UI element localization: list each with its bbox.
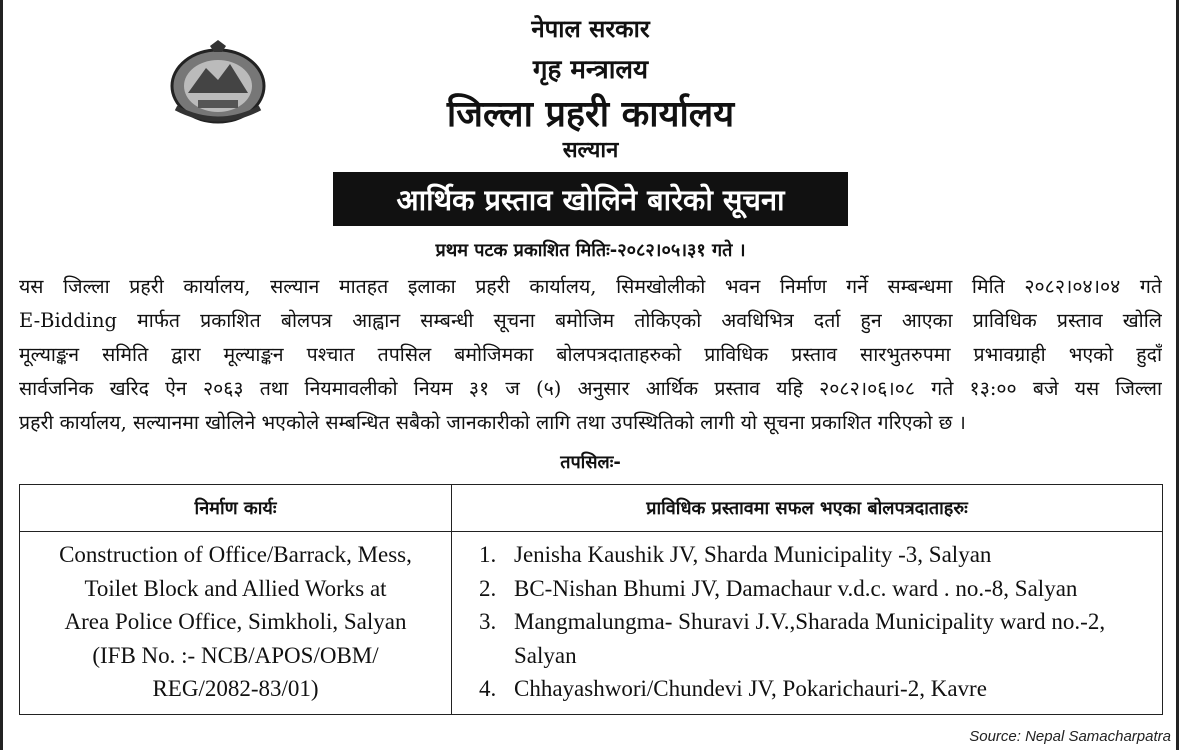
body-line: यस जिल्ला प्रहरी कार्यालय, सल्यान मातहत इलाका प्रहरी कार्यालय, सिमखोलीको भवन निर्माण गर्ने सम्बन्धमा मिति २०८२।०४।०४ गते (19, 275, 1162, 298)
bidders-table (19, 484, 1163, 715)
work-line: Area Police Office, Simkholi, Salyan (64, 609, 407, 634)
header-ministry: गृह मन्त्रालय (532, 55, 649, 85)
list-item: 4. Chhayashwori/Chundevi JV, Pokarichauri-2, Kavre (502, 672, 1162, 706)
body-line: मूल्याङ्कन समिति द्वारा मूल्याङ्कन पश्चात तपसिल बमोजिमका बोलपत्रदाताहरुको प्राविधिक प्रस्ताव सारभुतरुपमा प्रभावग्राही भएको हुदाँ (19, 343, 1162, 366)
header-office: जिल्ला प्रहरी कार्यालय (446, 94, 735, 135)
source-credit: Source: Nepal Samacharpatra (969, 728, 1171, 745)
list-item: 2. BC-Nishan Bhumi JV, Damachaur v.d.c. ward . no.-8, Salyan (502, 572, 1162, 606)
header-bidders: प्राविधिक प्रस्तावमा सफल भएका बोलपत्रदाताहरुः (452, 485, 1163, 532)
body-line: E-Bidding मार्फत प्रकाशित बोलपत्र आह्वान सम्बन्धी सूचना बमोजिम तोकिएको अवधिभित्र दर्ता हुन आएका प्राविधिक प्रस्ताव खोलि (19, 309, 1162, 332)
notice-body (19, 270, 1162, 440)
list-item: 3. Mangmalungma- Shuravi J.V.,Sharada Municipality ward no.-2, Salyan (502, 605, 1162, 672)
bidders-list (452, 538, 1162, 706)
body-line: प्रहरी कार्यालय, सल्यानमा खोलिने भएकोले सम्बन्धित सबैको जानकारीको लागि तथा उपस्थितिको लागी यो सूचना प्रकाशित गरिएको छ । (19, 411, 966, 434)
work-line: (IFB No. :- NCB/APOS/OBM/ (92, 642, 379, 668)
table-header-row (20, 485, 1163, 532)
published-date: प्रथम पटक प्रकाशित मितिः-२०८२।०५।३१ गते । (435, 240, 746, 261)
body-line: सार्वजनिक खरिद ऐन २०६३ तथा नियमावलीको नियम ३१ ज (५) अनुसार आर्थिक प्रस्ताव यहि २०८२।०६।०८ गते १३:०० बजे यस जिल्ला (19, 377, 1162, 400)
header-government: नेपाल सरकार (531, 15, 650, 43)
list-item: 1. Jenisha Kaushik JV, Sharda Municipality -3, Salyan (502, 538, 1162, 572)
work-description (20, 532, 452, 715)
bidders-list-cell (452, 532, 1163, 715)
table-row (20, 532, 1163, 715)
work-line: REG/2082-83/01) (152, 676, 319, 701)
notice-title (333, 172, 848, 226)
tapasil-label: तपसिलः- (560, 452, 621, 473)
header-district: सल्यान (562, 138, 619, 163)
work-line: Construction of Office/Barrack, Mess, (59, 542, 412, 567)
work-line: Toilet Block and Allied Works at (84, 575, 387, 601)
header-work: निर्माण कार्यः (20, 485, 452, 532)
notice-title-text: आर्थिक प्रस्ताव खोलिने बारेको सूचना (396, 182, 785, 217)
